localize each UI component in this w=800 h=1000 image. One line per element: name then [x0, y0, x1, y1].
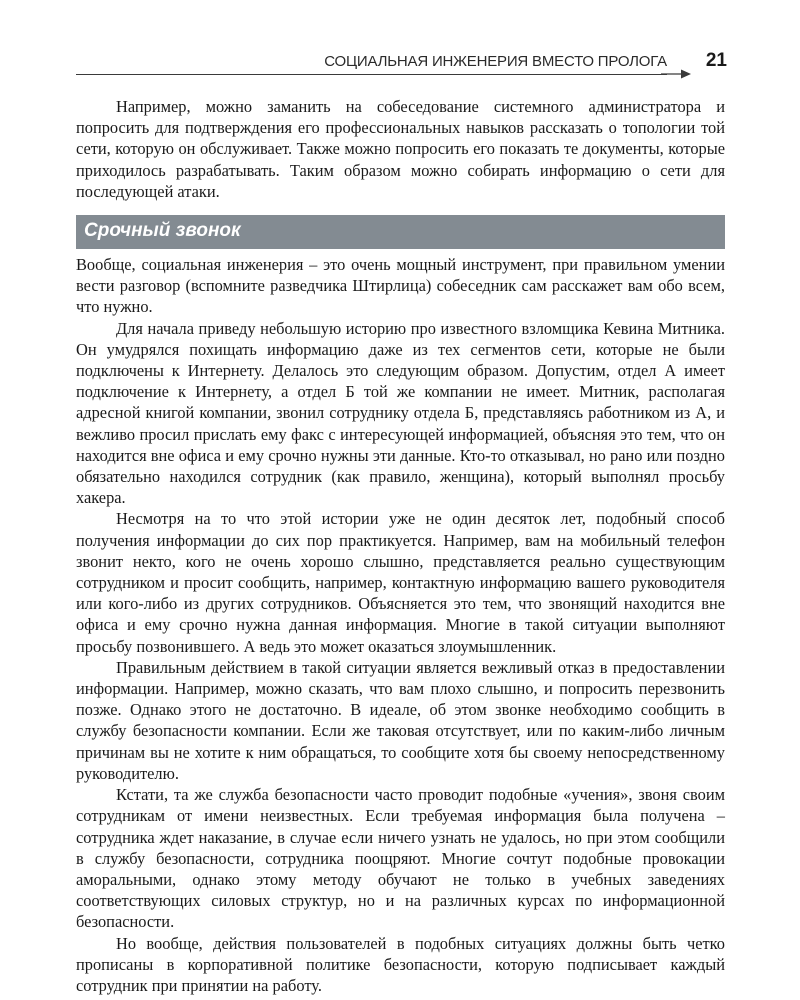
header-arrow-icon	[661, 68, 693, 80]
section-paragraph-3: Несмотря на то что этой истории уже не один десяток лет, подобный способ получения информации до сих пор практикуется. Например, вам на мобильный телефон звонит некто, кого не очень хорошо слышно, представляется реально существующим сотрудником и просит сообщить, например, контактную информацию вашего руководителя или кого-либо из других сотрудников. Объясняется это тем, что звонящий находится вне офиса и ему срочно нужна данная информация. Многие в такой ситуации выполняют просьбу позвонившего. А ведь это может оказаться злоумышленник.	[76, 509, 725, 656]
section-heading-band	[76, 215, 725, 249]
header-rule	[76, 74, 667, 75]
intro-paragraph: Например, можно заманить на собеседование системного администратора и попросить для подтверждения его профессиональных навыков рассказать о топологии той сети, которую он обслуживает. Также можно попросить его показать те документы, которые приходилось разрабатывать. Таким образом можно собирать информацию о сети для последующей атаки.	[76, 97, 725, 201]
section-paragraph-5: Кстати, та же служба безопасности часто проводит подобные «учения», звоня своим сотрудникам от имени неизвестных. Если требуемая информация была получена – сотрудника ждет наказание, в случае если ничего узнать не удалось, но при этом сообщили в службу безопасности, сотрудника поощряют. Многие сочтут подобные провокации аморальными, однако этому методу обучают не только в учебных заведениях соответствующих силовых структур, но и на различных курсах по информационной безопасности.	[76, 785, 725, 932]
page-body	[76, 96, 725, 996]
section-paragraph-2: Для начала приведу небольшую историю про известного взломщика Кевина Митника. Он умудрялся похищать информацию даже из тех сегментов сети, которые не были подключены к Интернету. Делалось это следующим образом. Допустим, отдел А имеет подключение к Интернету, а отдел Б той же компании не имеет. Митник, располагая адресной книгой компании, звонил сотруднику отдела Б, представляясь работником из А, и вежливо просил прислать ему факс с интересующей информацией, объясняя это тем, что он находится вне офиса и ему срочно нужны эти данные. Кто-то отказывал, но рано или поздно обязательно находился сотрудник (как правило, женщина), который выполнял просьбу хакера.	[76, 318, 725, 508]
running-header	[76, 50, 731, 76]
section-paragraph-1: Вообще, социальная инженерия – это очень мощный инструмент, при правильном умении вести разговор (вспомните разведчика Штирлица) собеседник сам расскажет вам обо всем, что нужно.	[76, 255, 725, 317]
section-paragraph-6: Но вообще, действия пользователей в подобных ситуациях должны быть четко прописаны в корпоративной политике безопасности, которую подписывает каждый сотрудник при принятии на работу.	[76, 933, 725, 995]
running-title: СОЦИАЛЬНАЯ ИНЖЕНЕРИЯ ВМЕСТО ПРОЛОГА	[324, 53, 667, 70]
section-title: Срочный звонок	[84, 220, 241, 242]
section-paragraph-4: Правильным действием в такой ситуации является вежливый отказ в предоставлении информации. Например, можно сказать, что вам плохо слышно, и попросить перезвонить позже. Однако этого не достаточно. В идеале, об этом звонке необходимо сообщить в службу безопасности компании. Если же таковая отсутствует, или по каким-либо личным причинам вы не хотите к ним обращаться, то сообщите хотя бы своему непосредственному руководителю.	[76, 657, 725, 783]
page-number: 21	[705, 50, 727, 71]
